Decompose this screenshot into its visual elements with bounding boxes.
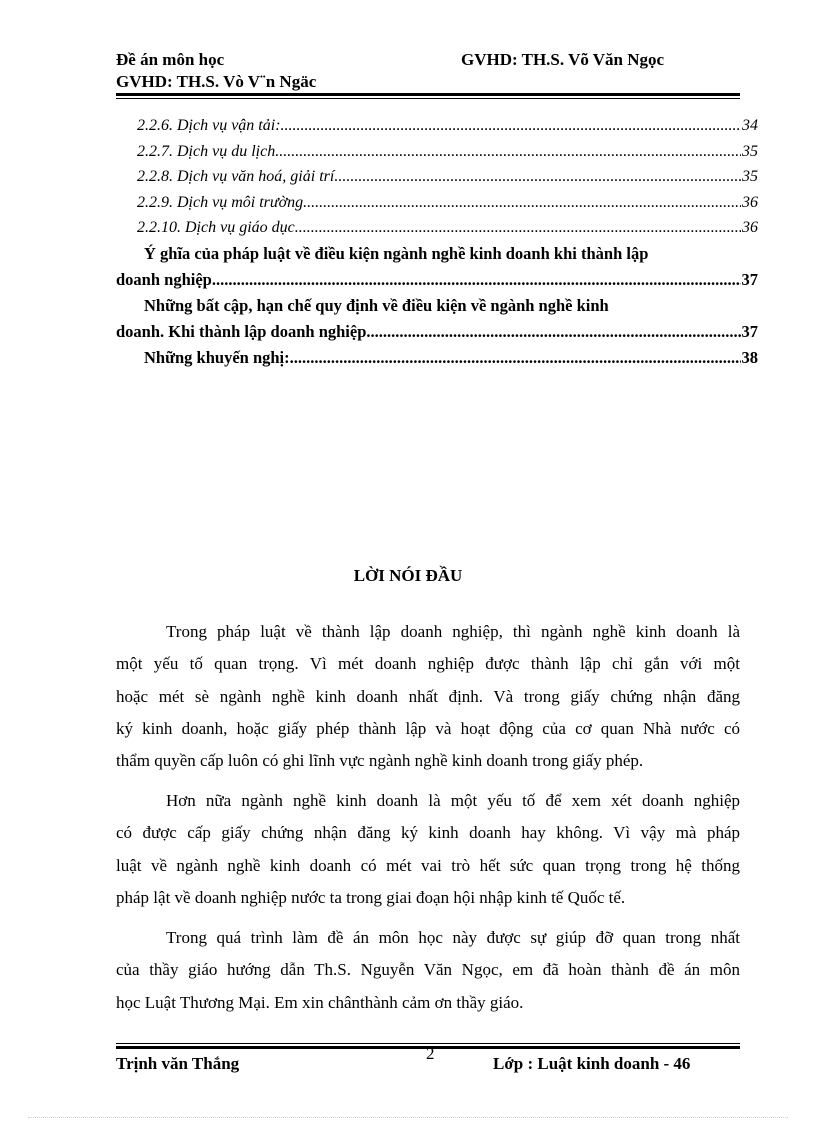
toc-entry[interactable]: 2.2.7. Dịch vụ du lịch ..... 35 [116, 139, 758, 165]
table-of-contents [116, 113, 758, 371]
toc-entry-bold[interactable]: Ý ghĩa của pháp luật về điều kiện ngành nghề kinh doanh khi thành lập doanh nghiệp ..... 37 [116, 241, 758, 293]
header-advisor: GVHD: TH.S. Võ Văn Ngọc [461, 50, 665, 69]
header-advisor-garbled: GVHD: TH.S. Vò V¨n Ngäc [116, 72, 317, 91]
paragraph-1: Trong pháp luật về thành lập doanh nghiệp, thì ngành nghề kinh doanh là một yếu tố quan trọng. Vì mét doanh nghiệp được thành lập chỉ gắn với một hoặc mét sè ngành nghề kinh doanh nhất định. Và trong giấy chứng nhận đăng ký kinh doanh, hoặc giấy phép thành lập và hoạt động của cơ quan Nhà nước có thẩm quyền cấp luôn có ghi lĩnh vực ngành nghề kinh doanh trong giấy phép. [116, 622, 740, 771]
paragraph-2: Hơn nữa ngành nghề kinh doanh là một yếu tố để xem xét doanh nghiệp có được cấp giấy chứng nhận đăng ký kinh doanh hay không. Vì vậy mà pháp luật về ngành nghề kinh doanh có mét vai trò hết sức quan trọng trong hệ thống pháp lật về doanh nghiệp nước ta trong giai đoạn hội nhập kinh tế Quốc tế. [116, 791, 740, 907]
section-title: LỜI NÓI ĐẦU [353, 566, 463, 585]
paragraph-3: Trong quá trình làm đề án môn học này được sự giúp đỡ quan trong nhất của thầy giáo hướng dẫn Th.S. Nguyễn Văn Ngọc, em đã hoàn thành đề án môn học Luật Thương Mại. Em xin chânthành cảm ơn thầy giáo. [116, 928, 740, 1012]
toc-entry[interactable]: 2.2.9. Dịch vụ môi trường ..... 36 [116, 190, 758, 216]
header-doc-type: Đề án môn học [116, 50, 225, 69]
page-bottom-border [28, 1117, 788, 1118]
toc-entry[interactable]: 2.2.8. Dịch vụ văn hoá, giải trí ..... 35 [116, 164, 758, 190]
toc-entry[interactable]: 2.2.10. Dịch vụ giáo dục ..... 36 [116, 215, 758, 241]
header-rule-thin [116, 98, 740, 99]
page-number: 2 [426, 1044, 435, 1063]
toc-entry-bold[interactable]: Những bất cập, hạn chế quy định về điều kiện về ngành nghề kinh doanh. Khi thành lập doanh nghiệp ..... 37 [116, 293, 758, 345]
toc-entry[interactable]: 2.2.6. Dịch vụ vận tải: ..... 34 [116, 113, 758, 139]
footer-class: Lớp : Luật kinh doanh - 46 [493, 1054, 691, 1073]
toc-entry-bold[interactable]: Những khuyến nghị: ..... 38 [116, 345, 758, 371]
footer-author: Trịnh văn Thắng [116, 1054, 240, 1073]
header-rule-thick [116, 93, 740, 96]
